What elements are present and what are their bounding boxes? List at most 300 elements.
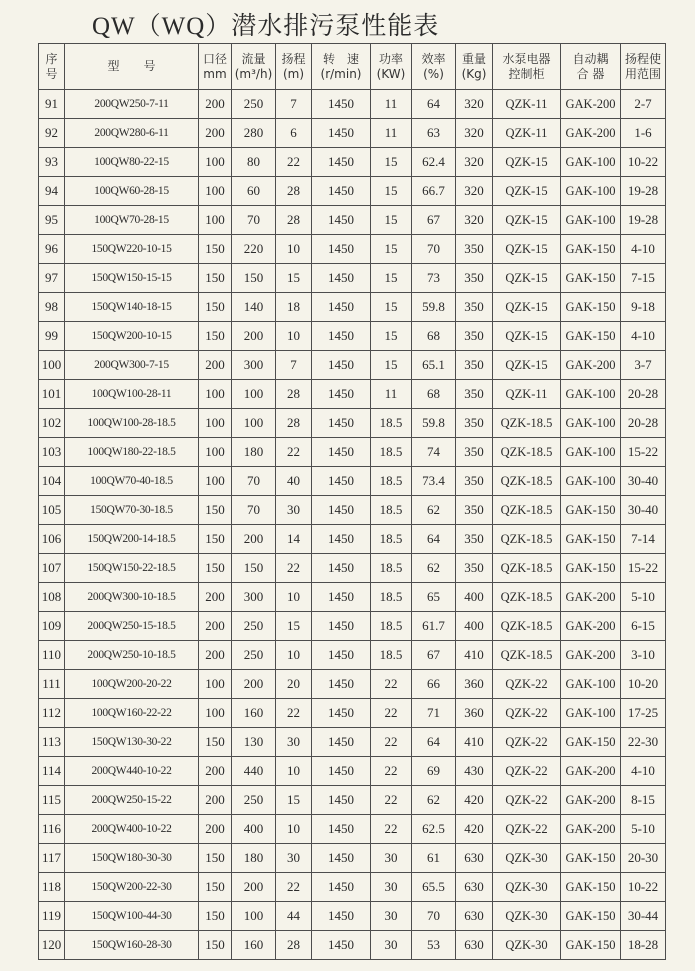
table-row xyxy=(39,815,666,844)
cell-head-range: 30-44 xyxy=(621,902,666,931)
column-header-line: 口径 xyxy=(202,51,227,66)
cell-caliber: 100 xyxy=(199,438,232,467)
cell-auto-coupling: GAK-150 xyxy=(561,554,621,583)
cell-head: 22 xyxy=(276,699,312,728)
cell-head: 10 xyxy=(276,322,312,351)
cell-control-cabinet: QZK-18.5 xyxy=(493,409,561,438)
cell-speed: 1450 xyxy=(312,148,371,177)
cell-power: 30 xyxy=(371,873,412,902)
cell-weight: 350 xyxy=(456,409,493,438)
column-header-line: 转 速 xyxy=(322,51,359,66)
cell-auto-coupling: GAK-150 xyxy=(561,525,621,554)
cell-efficiency: 62 xyxy=(412,496,456,525)
cell-head: 22 xyxy=(276,148,312,177)
cell-weight: 630 xyxy=(456,873,493,902)
table-row xyxy=(39,90,666,119)
cell-speed: 1450 xyxy=(312,90,371,119)
cell-control-cabinet: QZK-11 xyxy=(493,90,561,119)
page-title: QW（WQ）潜水排污泵性能表 xyxy=(92,13,440,40)
cell-model: 100QW100-28-18.5 xyxy=(65,409,199,438)
cell-no: 117 xyxy=(39,844,65,873)
cell-efficiency: 64 xyxy=(412,90,456,119)
column-header-line: 型 号 xyxy=(107,59,156,73)
cell-power: 22 xyxy=(371,670,412,699)
cell-speed: 1450 xyxy=(312,264,371,293)
cell-caliber: 150 xyxy=(199,293,232,322)
cell-head-range: 22-30 xyxy=(621,728,666,757)
cell-no: 114 xyxy=(39,757,65,786)
column-header-line: 用范围 xyxy=(624,66,661,81)
column-header-line: 重量 xyxy=(461,51,486,66)
cell-weight: 350 xyxy=(456,438,493,467)
table-row xyxy=(39,728,666,757)
cell-model: 100QW100-28-11 xyxy=(65,380,199,409)
cell-no: 120 xyxy=(39,931,65,960)
cell-head: 28 xyxy=(276,931,312,960)
cell-power: 15 xyxy=(371,177,412,206)
cell-efficiency: 64 xyxy=(412,728,456,757)
column-header-line: 自动耦 xyxy=(572,51,609,66)
table-row xyxy=(39,148,666,177)
cell-control-cabinet: QZK-18.5 xyxy=(493,641,561,670)
cell-power: 18.5 xyxy=(371,496,412,525)
column-header-line: (Kg) xyxy=(461,66,487,81)
cell-weight: 320 xyxy=(456,177,493,206)
cell-speed: 1450 xyxy=(312,786,371,815)
cell-head-range: 20-28 xyxy=(621,380,666,409)
cell-head: 18 xyxy=(276,293,312,322)
cell-speed: 1450 xyxy=(312,757,371,786)
cell-efficiency: 59.8 xyxy=(412,293,456,322)
cell-model: 200QW300-10-18.5 xyxy=(65,583,199,612)
cell-speed: 1450 xyxy=(312,235,371,264)
cell-head: 10 xyxy=(276,815,312,844)
cell-no: 111 xyxy=(39,670,65,699)
cell-flow: 160 xyxy=(232,699,276,728)
cell-flow: 250 xyxy=(232,641,276,670)
cell-weight: 630 xyxy=(456,844,493,873)
table-row xyxy=(39,641,666,670)
cell-weight: 360 xyxy=(456,699,493,728)
cell-power: 22 xyxy=(371,786,412,815)
cell-caliber: 100 xyxy=(199,148,232,177)
column-header-line: (r/min) xyxy=(320,66,362,81)
cell-speed: 1450 xyxy=(312,322,371,351)
cell-flow: 200 xyxy=(232,525,276,554)
cell-control-cabinet: QZK-18.5 xyxy=(493,583,561,612)
cell-head-range: 1-6 xyxy=(621,119,666,148)
table-row xyxy=(39,119,666,148)
cell-head: 15 xyxy=(276,786,312,815)
pump-performance-table xyxy=(38,43,666,960)
cell-flow: 250 xyxy=(232,612,276,641)
cell-head: 15 xyxy=(276,264,312,293)
cell-efficiency: 73 xyxy=(412,264,456,293)
cell-weight: 410 xyxy=(456,641,493,670)
cell-power: 15 xyxy=(371,206,412,235)
cell-speed: 1450 xyxy=(312,815,371,844)
cell-caliber: 200 xyxy=(199,757,232,786)
cell-no: 108 xyxy=(39,583,65,612)
cell-no: 115 xyxy=(39,786,65,815)
cell-head-range: 19-28 xyxy=(621,177,666,206)
cell-no: 105 xyxy=(39,496,65,525)
cell-no: 99 xyxy=(39,322,65,351)
cell-efficiency: 69 xyxy=(412,757,456,786)
cell-control-cabinet: QZK-15 xyxy=(493,235,561,264)
cell-caliber: 150 xyxy=(199,931,232,960)
cell-control-cabinet: QZK-11 xyxy=(493,119,561,148)
table-row xyxy=(39,206,666,235)
cell-control-cabinet: QZK-30 xyxy=(493,844,561,873)
cell-weight: 350 xyxy=(456,496,493,525)
cell-head: 10 xyxy=(276,235,312,264)
cell-caliber: 200 xyxy=(199,90,232,119)
cell-control-cabinet: QZK-18.5 xyxy=(493,612,561,641)
cell-caliber: 200 xyxy=(199,786,232,815)
cell-power: 15 xyxy=(371,148,412,177)
cell-auto-coupling: GAK-150 xyxy=(561,235,621,264)
table-row xyxy=(39,583,666,612)
cell-head-range: 10-22 xyxy=(621,148,666,177)
cell-power: 15 xyxy=(371,264,412,293)
cell-caliber: 150 xyxy=(199,496,232,525)
cell-model: 150QW100-44-30 xyxy=(65,902,199,931)
cell-power: 18.5 xyxy=(371,583,412,612)
column-header-line: (m³/h) xyxy=(234,66,273,81)
cell-weight: 350 xyxy=(456,235,493,264)
cell-auto-coupling: GAK-100 xyxy=(561,467,621,496)
cell-flow: 250 xyxy=(232,786,276,815)
cell-caliber: 150 xyxy=(199,728,232,757)
cell-model: 150QW200-22-30 xyxy=(65,873,199,902)
cell-caliber: 150 xyxy=(199,322,232,351)
cell-control-cabinet: QZK-18.5 xyxy=(493,525,561,554)
cell-auto-coupling: GAK-150 xyxy=(561,293,621,322)
cell-flow: 70 xyxy=(232,206,276,235)
cell-speed: 1450 xyxy=(312,409,371,438)
cell-caliber: 150 xyxy=(199,902,232,931)
cell-no: 93 xyxy=(39,148,65,177)
cell-power: 15 xyxy=(371,322,412,351)
cell-weight: 320 xyxy=(456,206,493,235)
cell-model: 200QW250-15-18.5 xyxy=(65,612,199,641)
cell-auto-coupling: GAK-200 xyxy=(561,351,621,380)
cell-control-cabinet: QZK-15 xyxy=(493,322,561,351)
cell-efficiency: 74 xyxy=(412,438,456,467)
cell-head: 28 xyxy=(276,409,312,438)
cell-head: 14 xyxy=(276,525,312,554)
cell-control-cabinet: QZK-15 xyxy=(493,206,561,235)
table-row xyxy=(39,496,666,525)
cell-auto-coupling: GAK-100 xyxy=(561,380,621,409)
cell-power: 18.5 xyxy=(371,409,412,438)
cell-model: 100QW80-22-15 xyxy=(65,148,199,177)
cell-auto-coupling: GAK-200 xyxy=(561,786,621,815)
cell-power: 18.5 xyxy=(371,554,412,583)
column-header-line: 水泵电器 xyxy=(502,51,551,66)
cell-control-cabinet: QZK-30 xyxy=(493,873,561,902)
column-header-power xyxy=(371,44,412,90)
cell-control-cabinet: QZK-22 xyxy=(493,670,561,699)
cell-auto-coupling: GAK-200 xyxy=(561,757,621,786)
table-row xyxy=(39,351,666,380)
cell-model: 150QW70-30-18.5 xyxy=(65,496,199,525)
column-header-no xyxy=(39,44,65,90)
cell-head-range: 15-22 xyxy=(621,554,666,583)
cell-head-range: 8-15 xyxy=(621,786,666,815)
cell-caliber: 150 xyxy=(199,235,232,264)
cell-no: 98 xyxy=(39,293,65,322)
cell-model: 100QW70-28-15 xyxy=(65,206,199,235)
column-header-line: 效率 xyxy=(421,51,446,66)
cell-power: 15 xyxy=(371,293,412,322)
cell-head-range: 10-22 xyxy=(621,873,666,902)
cell-auto-coupling: GAK-100 xyxy=(561,699,621,728)
cell-caliber: 200 xyxy=(199,815,232,844)
column-header-head xyxy=(276,44,312,90)
cell-head: 15 xyxy=(276,612,312,641)
cell-control-cabinet: QZK-30 xyxy=(493,931,561,960)
cell-head-range: 20-30 xyxy=(621,844,666,873)
column-header-line: 号 xyxy=(45,66,58,81)
cell-caliber: 150 xyxy=(199,264,232,293)
cell-power: 11 xyxy=(371,90,412,119)
cell-flow: 280 xyxy=(232,119,276,148)
cell-auto-coupling: GAK-100 xyxy=(561,409,621,438)
cell-head-range: 4-10 xyxy=(621,235,666,264)
cell-speed: 1450 xyxy=(312,467,371,496)
cell-model: 200QW400-10-22 xyxy=(65,815,199,844)
cell-caliber: 100 xyxy=(199,670,232,699)
table-row xyxy=(39,438,666,467)
cell-efficiency: 65.5 xyxy=(412,873,456,902)
cell-flow: 100 xyxy=(232,409,276,438)
cell-no: 102 xyxy=(39,409,65,438)
cell-speed: 1450 xyxy=(312,583,371,612)
cell-auto-coupling: GAK-100 xyxy=(561,206,621,235)
table-row xyxy=(39,554,666,583)
cell-power: 22 xyxy=(371,757,412,786)
cell-speed: 1450 xyxy=(312,641,371,670)
cell-weight: 630 xyxy=(456,931,493,960)
cell-efficiency: 65.1 xyxy=(412,351,456,380)
cell-speed: 1450 xyxy=(312,902,371,931)
column-header-control-cabinet xyxy=(493,44,561,90)
cell-efficiency: 71 xyxy=(412,699,456,728)
cell-no: 118 xyxy=(39,873,65,902)
cell-weight: 630 xyxy=(456,902,493,931)
cell-efficiency: 62.4 xyxy=(412,148,456,177)
cell-caliber: 200 xyxy=(199,641,232,670)
column-header-line: (KW) xyxy=(376,66,406,81)
cell-auto-coupling: GAK-150 xyxy=(561,931,621,960)
column-header-line: (%) xyxy=(423,66,444,81)
cell-head-range: 30-40 xyxy=(621,467,666,496)
cell-flow: 220 xyxy=(232,235,276,264)
cell-control-cabinet: QZK-30 xyxy=(493,902,561,931)
cell-weight: 360 xyxy=(456,670,493,699)
cell-control-cabinet: QZK-15 xyxy=(493,293,561,322)
cell-model: 200QW250-15-22 xyxy=(65,786,199,815)
column-header-line: 扬程使 xyxy=(624,51,661,66)
cell-head: 10 xyxy=(276,583,312,612)
cell-speed: 1450 xyxy=(312,612,371,641)
cell-efficiency: 62 xyxy=(412,786,456,815)
cell-auto-coupling: GAK-100 xyxy=(561,148,621,177)
column-header-line: mm xyxy=(203,66,227,81)
cell-head-range: 5-10 xyxy=(621,815,666,844)
cell-no: 101 xyxy=(39,380,65,409)
cell-control-cabinet: QZK-22 xyxy=(493,815,561,844)
cell-weight: 350 xyxy=(456,322,493,351)
cell-control-cabinet: QZK-22 xyxy=(493,786,561,815)
cell-speed: 1450 xyxy=(312,351,371,380)
cell-speed: 1450 xyxy=(312,177,371,206)
cell-head: 22 xyxy=(276,438,312,467)
cell-efficiency: 62.5 xyxy=(412,815,456,844)
cell-head-range: 20-28 xyxy=(621,409,666,438)
cell-power: 18.5 xyxy=(371,612,412,641)
table-row xyxy=(39,380,666,409)
cell-auto-coupling: GAK-200 xyxy=(561,612,621,641)
table-row xyxy=(39,612,666,641)
cell-head: 22 xyxy=(276,873,312,902)
cell-efficiency: 65 xyxy=(412,583,456,612)
cell-model: 100QW160-22-22 xyxy=(65,699,199,728)
cell-head-range: 6-15 xyxy=(621,612,666,641)
cell-model: 200QW300-7-15 xyxy=(65,351,199,380)
cell-weight: 350 xyxy=(456,293,493,322)
table-row xyxy=(39,293,666,322)
cell-head: 30 xyxy=(276,844,312,873)
cell-control-cabinet: QZK-18.5 xyxy=(493,467,561,496)
cell-head: 28 xyxy=(276,206,312,235)
cell-weight: 400 xyxy=(456,612,493,641)
table-row xyxy=(39,525,666,554)
cell-head: 30 xyxy=(276,496,312,525)
column-header-caliber xyxy=(199,44,232,90)
cell-auto-coupling: GAK-200 xyxy=(561,583,621,612)
cell-speed: 1450 xyxy=(312,699,371,728)
cell-head-range: 2-7 xyxy=(621,90,666,119)
cell-head: 10 xyxy=(276,757,312,786)
cell-model: 100QW60-28-15 xyxy=(65,177,199,206)
cell-flow: 100 xyxy=(232,902,276,931)
cell-speed: 1450 xyxy=(312,119,371,148)
cell-flow: 150 xyxy=(232,554,276,583)
cell-weight: 350 xyxy=(456,380,493,409)
column-header-speed xyxy=(312,44,371,90)
cell-weight: 320 xyxy=(456,90,493,119)
cell-speed: 1450 xyxy=(312,931,371,960)
cell-caliber: 150 xyxy=(199,844,232,873)
table-row xyxy=(39,322,666,351)
cell-efficiency: 59.8 xyxy=(412,409,456,438)
cell-speed: 1450 xyxy=(312,206,371,235)
column-header-efficiency xyxy=(412,44,456,90)
cell-head: 6 xyxy=(276,119,312,148)
cell-head-range: 7-15 xyxy=(621,264,666,293)
table-row xyxy=(39,264,666,293)
cell-control-cabinet: QZK-15 xyxy=(493,264,561,293)
cell-model: 200QW440-10-22 xyxy=(65,757,199,786)
cell-caliber: 100 xyxy=(199,409,232,438)
cell-power: 22 xyxy=(371,699,412,728)
cell-speed: 1450 xyxy=(312,293,371,322)
cell-control-cabinet: QZK-22 xyxy=(493,757,561,786)
column-header-line: 流量 xyxy=(241,51,266,66)
cell-auto-coupling: GAK-150 xyxy=(561,902,621,931)
cell-head-range: 15-22 xyxy=(621,438,666,467)
cell-caliber: 200 xyxy=(199,351,232,380)
cell-efficiency: 64 xyxy=(412,525,456,554)
cell-flow: 150 xyxy=(232,264,276,293)
table-row xyxy=(39,931,666,960)
cell-power: 30 xyxy=(371,844,412,873)
cell-auto-coupling: GAK-150 xyxy=(561,496,621,525)
cell-auto-coupling: GAK-100 xyxy=(561,438,621,467)
cell-efficiency: 68 xyxy=(412,322,456,351)
cell-flow: 60 xyxy=(232,177,276,206)
cell-flow: 300 xyxy=(232,351,276,380)
cell-head-range: 9-18 xyxy=(621,293,666,322)
cell-efficiency: 61 xyxy=(412,844,456,873)
cell-model: 200QW250-7-11 xyxy=(65,90,199,119)
cell-flow: 200 xyxy=(232,670,276,699)
cell-auto-coupling: GAK-200 xyxy=(561,815,621,844)
table-row xyxy=(39,467,666,496)
cell-no: 119 xyxy=(39,902,65,931)
cell-efficiency: 73.4 xyxy=(412,467,456,496)
cell-auto-coupling: GAK-150 xyxy=(561,728,621,757)
cell-flow: 200 xyxy=(232,873,276,902)
cell-flow: 160 xyxy=(232,931,276,960)
cell-no: 103 xyxy=(39,438,65,467)
cell-head: 22 xyxy=(276,554,312,583)
cell-no: 100 xyxy=(39,351,65,380)
cell-power: 30 xyxy=(371,902,412,931)
cell-flow: 70 xyxy=(232,496,276,525)
cell-speed: 1450 xyxy=(312,844,371,873)
cell-speed: 1450 xyxy=(312,525,371,554)
cell-auto-coupling: GAK-200 xyxy=(561,641,621,670)
cell-auto-coupling: GAK-100 xyxy=(561,670,621,699)
cell-no: 112 xyxy=(39,699,65,728)
column-header-line: (m) xyxy=(282,66,305,81)
cell-model: 150QW150-22-18.5 xyxy=(65,554,199,583)
cell-weight: 410 xyxy=(456,728,493,757)
cell-power: 18.5 xyxy=(371,467,412,496)
cell-head-range: 3-10 xyxy=(621,641,666,670)
cell-model: 100QW200-20-22 xyxy=(65,670,199,699)
cell-flow: 250 xyxy=(232,90,276,119)
cell-weight: 350 xyxy=(456,467,493,496)
table-row xyxy=(39,177,666,206)
cell-efficiency: 67 xyxy=(412,206,456,235)
cell-efficiency: 63 xyxy=(412,119,456,148)
table-row xyxy=(39,235,666,264)
cell-head: 28 xyxy=(276,177,312,206)
cell-head-range: 5-10 xyxy=(621,583,666,612)
cell-power: 22 xyxy=(371,815,412,844)
cell-no: 110 xyxy=(39,641,65,670)
cell-model: 150QW180-30-30 xyxy=(65,844,199,873)
cell-caliber: 150 xyxy=(199,873,232,902)
table-row xyxy=(39,699,666,728)
cell-auto-coupling: GAK-150 xyxy=(561,322,621,351)
cell-control-cabinet: QZK-18.5 xyxy=(493,554,561,583)
